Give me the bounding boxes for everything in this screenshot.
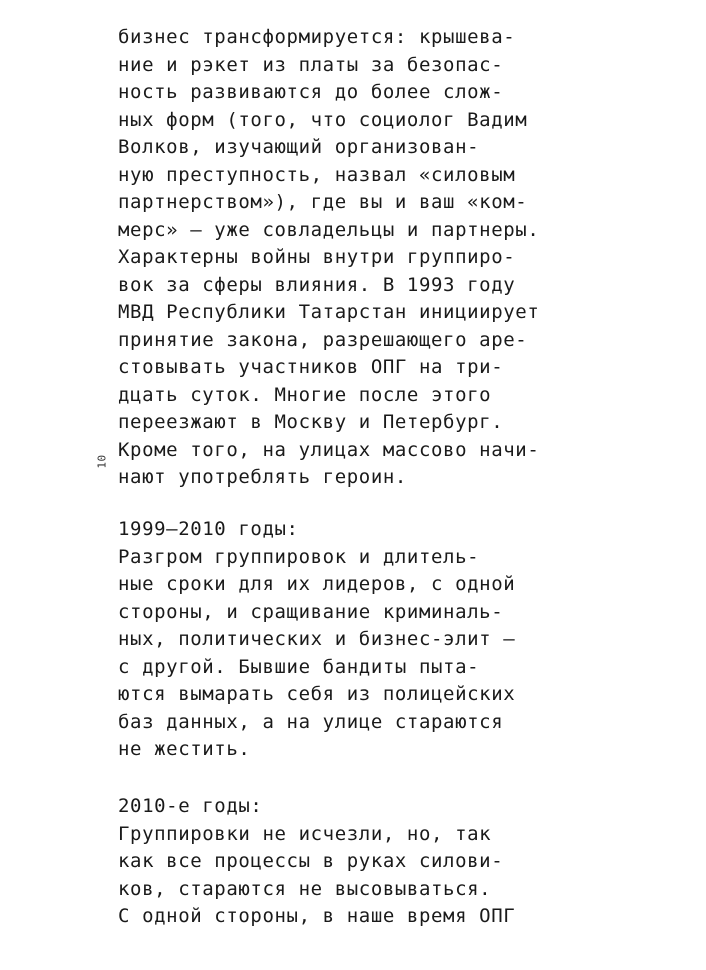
text-line: дцать суток. Многие после этого	[118, 383, 492, 406]
text-line: Волков, изучающий организован-	[118, 136, 480, 158]
section-heading: 2010-е годы:	[118, 795, 263, 817]
text-line: принятие закона, разрешающего аре-	[118, 328, 528, 351]
text-line: нают употреблять героин.	[118, 466, 407, 488]
paragraph-1999-2010	[118, 516, 618, 764]
text-line: ние и рэкет из платы за безопас-	[118, 53, 504, 76]
page-number: 10	[95, 454, 109, 469]
text-line: ются вымарать себя из полицейских	[118, 683, 516, 705]
text-line: стороны, и сращивание криминаль-	[118, 600, 504, 623]
text-line: не жестить.	[118, 738, 251, 760]
text-line: Кроме того, на улицах массово начи-	[118, 438, 540, 461]
text-line: как все процессы в руках силови-	[118, 850, 504, 872]
text-line: Характерны войны внутри группиро-	[118, 246, 516, 268]
text-line: партнерством»), где вы и ваш «ком-	[118, 191, 528, 213]
text-line: бизнес трансформируется: крышева-	[118, 26, 516, 48]
text-line: ность развиваются до более слож-	[118, 81, 504, 103]
text-line: с другой. Бывшие бандиты пыта-	[118, 655, 480, 678]
text-line: С одной стороны, в наше время ОПГ	[118, 905, 516, 927]
text-line: ков, стараются не высовываться.	[118, 877, 492, 900]
text-line: ные сроки для их лидеров, с одной	[118, 573, 516, 595]
text-line: стовывать участников ОПГ на три-	[118, 356, 504, 378]
text-line: ных, политических и бизнес-элит —	[118, 628, 516, 650]
paragraph-2010s	[118, 793, 618, 931]
paragraph-1990s	[118, 24, 618, 492]
text-line: ных форм (того, что социолог Вадим	[118, 108, 528, 131]
text-line: Группировки не исчезли, но, так	[118, 822, 492, 845]
section-heading: 1999–2010 годы:	[118, 518, 299, 540]
text-line: переезжают в Москву и Петербург.	[118, 411, 504, 433]
text-line: вок за сферы влияния. В 1993 году	[118, 273, 516, 296]
text-line: ную преступность, назвал «силовым	[118, 163, 516, 186]
text-line: МВД Республики Татарстан инициирует	[118, 301, 540, 323]
text-line: баз данных, а на улице стараются	[118, 710, 504, 733]
text-line: мерс» — уже совладельцы и партнеры.	[118, 218, 540, 241]
text-line: Разгром группировок и длитель-	[118, 545, 480, 568]
